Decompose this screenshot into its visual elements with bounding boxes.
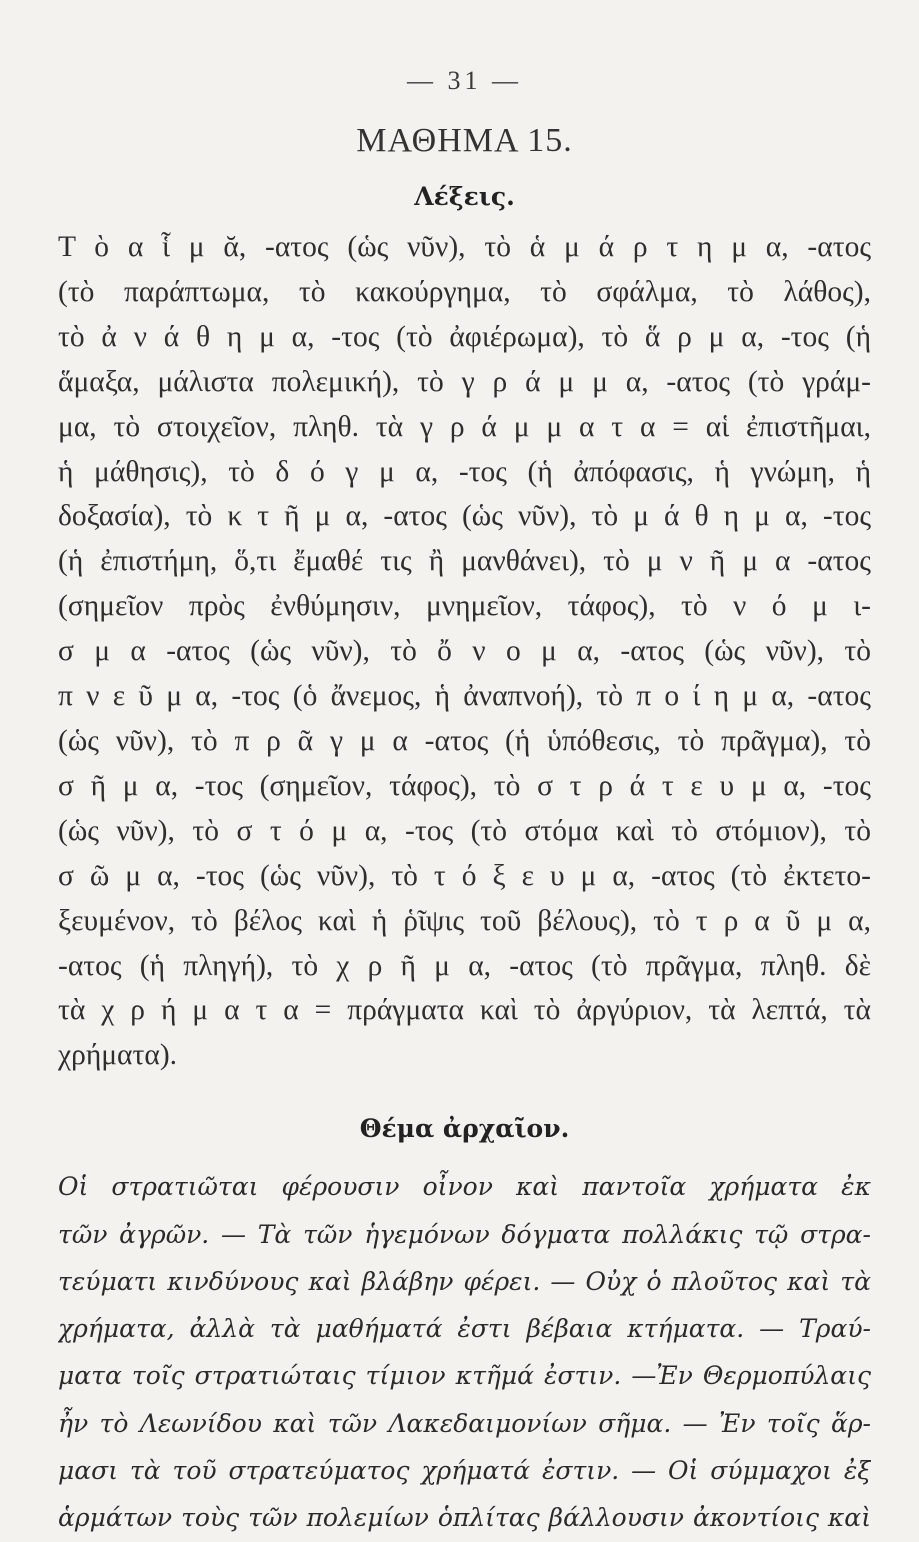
lesson-title: ΜΑΘΗΜΑ 15. (356, 122, 573, 159)
vocabulary-line: μα, τὸ στοιχεῖον, πληθ. τὰ γ ρ ά μ μ α τ α = αἱ ἐπιστῆμαι, (58, 410, 871, 443)
vocabulary-line: τὸ ἀ ν ά θ η μ α, -τος (τὸ ἀφιέρωμα), τὸ ἅ ρ μ α, -τος (ἡ (58, 320, 871, 353)
vocabulary-line: χρήματα). (58, 1039, 178, 1072)
exercise-line: ἦν τὸ Λεωνίδου καὶ τῶν Λακεδαιμονίων σῆμα. — Ἐν τοῖς ἅρ- (58, 1408, 871, 1438)
exercise-line: ματα τοῖς στρατιώταις τίμιον κτῆμά ἐστιν. —Ἐν Θερμοπύλαις (58, 1361, 871, 1391)
vocabulary-line: δοξασία), τὸ κ τ ῆ μ α, -ατος (ὡς νῦν), τὸ μ ά θ η μ α, -τος (58, 500, 871, 533)
vocabulary-line: Τ ὸ α ἷ μ ᾰ, -ατος (ὡς νῦν), τὸ ἁ μ ά ρ τ η μ α, -ατος (58, 231, 871, 263)
exercise-line: μασι τὰ τοῦ στρατεύματος χρήματά ἐστιν. — Οἱ σύμμαχοι ἐξ (58, 1456, 871, 1485)
vocabulary-line: τὰ χ ρ ή μ α τ α = πράγματα καὶ τὸ ἀργύριον, τὰ λεπτά, τὰ (58, 994, 871, 1027)
vocabulary-line: σ ῶ μ α, -τος (ὡς νῦν), τὸ τ ό ξ ε υ μ α, -ατος (τὸ ἐκτετο- (58, 859, 871, 892)
vocabulary-line: -ατος (ἡ πληγή), τὸ χ ρ ῆ μ α, -ατος (τὸ πρᾶγμα, πληθ. δὲ (58, 949, 871, 982)
vocabulary-line: σ ῆ μ α, -τος (σημεῖον, τάφος), τὸ σ τ ρ ά τ ε υ μ α, -τος (58, 769, 871, 802)
vocabulary-line: (ὡς νῦν), τὸ σ τ ό μ α, -τος (τὸ στόμα καὶ τὸ στόμιον), τὸ (58, 814, 871, 847)
vocabulary-line: ἡ μάθησις), τὸ δ ό γ μ α, -τος (ἡ ἀπόφασις, ἡ γνώμη, ἡ (58, 455, 871, 488)
vocabulary-line: σ μ α -ατος (ὡς νῦν), τὸ ὄ ν ο μ α, -ατος (ὡς νῦν), τὸ (58, 635, 871, 668)
exercise-line: ἁρμάτων τοὺς τῶν πολεμίων ὁπλίτας βάλλουσιν ἀκοντίοις καὶ (58, 1503, 871, 1533)
exercise-line: χρήματα, ἀλλὰ τὰ μαθήματά ἐστι βέβαια κτήματα. — Τραύ- (58, 1314, 871, 1344)
exercise-line: τῶν ἀγρῶν. — Τὰ τῶν ἡγεμόνων δόγματα πολλάκις τῷ στρα- (58, 1219, 871, 1249)
vocabulary-heading: Λέξεις. (414, 182, 515, 211)
page-number: — 31 — (407, 66, 522, 95)
exercise-paragraph (58, 1163, 871, 1541)
vocabulary-line: ἅμαξα, μάλιστα πολεμική), τὸ γ ρ ά μ μ α, -ατος (τὸ γράμ- (58, 365, 871, 398)
vocabulary-line: (σημεῖον πρὸς ἐνθύμησιν, μνημεῖον, τάφος), τὸ ν ό μ ι- (58, 590, 871, 623)
vocabulary-line: (ὡς νῦν), τὸ π ρ ᾶ γ μ α -ατος (ἡ ὑπόθεσις, τὸ πρᾶγμα), τὸ (58, 724, 871, 757)
vocabulary-line: (τὸ παράπτωμα, τὸ κακούργημα, τὸ σφάλμα, τὸ λάθος), (58, 275, 871, 308)
vocabulary-line: ξευμένον, τὸ βέλος καὶ ἡ ῥῖψις τοῦ βέλους), τὸ τ ρ α ῦ μ α, (58, 904, 871, 937)
exercise-heading: Θέμα ἀρχαῖον. (359, 1114, 570, 1144)
vocabulary-paragraph (58, 225, 871, 1078)
exercise-line: τεύματι κινδύνους καὶ βλάβην φέρει. — Οὐχ ὁ πλοῦτος καὶ τὰ (58, 1266, 871, 1296)
vocabulary-line: π ν ε ῦ μ α, -τος (ὁ ἄνεμος, ἡ ἀναπνοή), τὸ π ο ί η μ α, -ατος (58, 680, 871, 713)
exercise-line: Οἱ στρατιῶται φέρουσιν οἶνον καὶ παντοῖα χρήματα ἐκ (58, 1172, 871, 1202)
vocabulary-line: (ἡ ἐπιστήμη, ὅ,τι ἔμαθέ τις ἢ μανθάνει), τὸ μ ν ῆ μ α -ατος (58, 545, 871, 578)
